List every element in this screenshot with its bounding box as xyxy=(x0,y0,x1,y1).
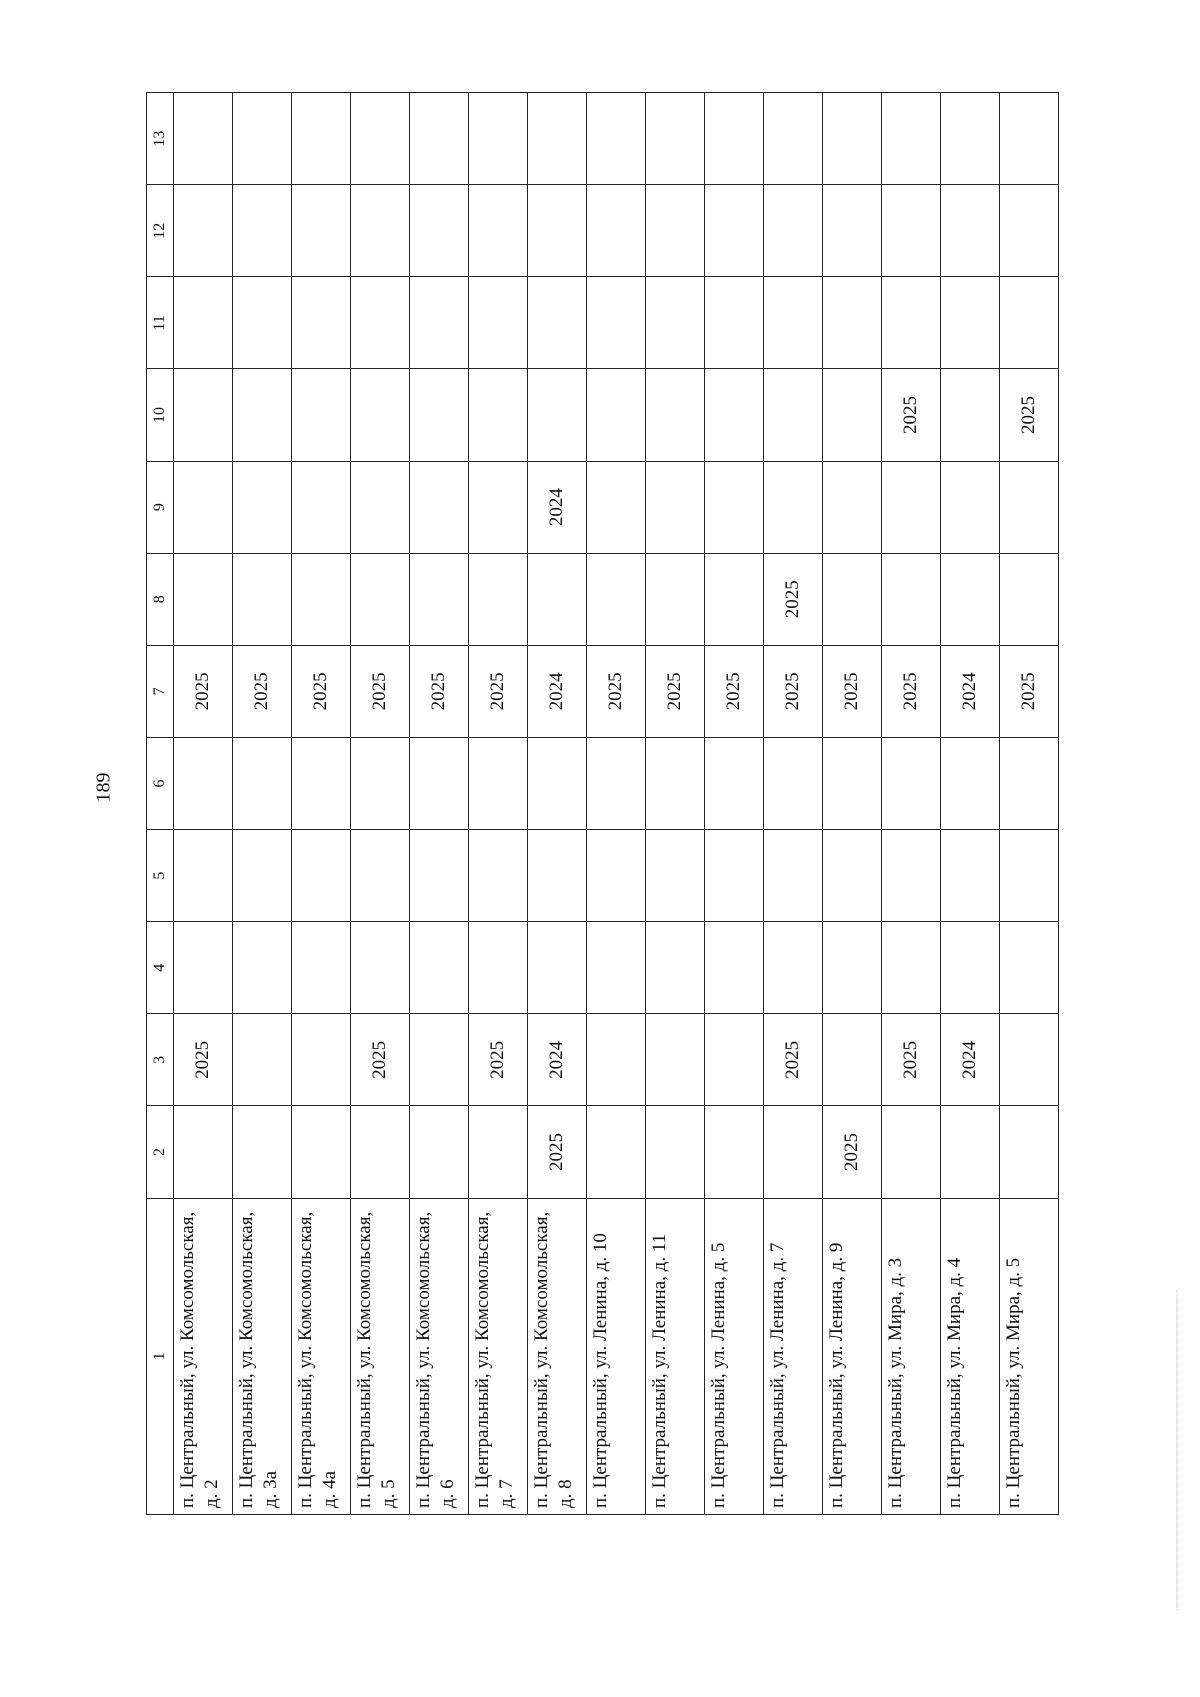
address-cell: п. Центральный, ул. Комсомольская, д. 8 xyxy=(528,1198,587,1514)
year-cell xyxy=(882,461,941,553)
year-cell xyxy=(410,737,469,829)
year-cell: 2025 xyxy=(1000,369,1059,461)
year-cell xyxy=(646,1106,705,1198)
year-cell xyxy=(705,369,764,461)
year-cell xyxy=(528,737,587,829)
column-header: 6 xyxy=(147,737,174,829)
year-cell xyxy=(174,185,233,277)
year-cell xyxy=(292,461,351,553)
year-cell: 2025 xyxy=(174,645,233,737)
year-cell xyxy=(587,1014,646,1106)
year-cell: 2025 xyxy=(174,1014,233,1106)
year-cell xyxy=(587,369,646,461)
year-cell xyxy=(174,922,233,1014)
address-cell: п. Центральный, ул. Ленина, д. 10 xyxy=(587,1198,646,1514)
year-cell xyxy=(233,830,292,922)
year-cell xyxy=(292,1014,351,1106)
table-row xyxy=(587,93,646,1515)
year-cell xyxy=(823,1014,882,1106)
year-cell xyxy=(469,1106,528,1198)
address-cell: п. Центральный, ул. Комсомольская, д. 4а xyxy=(292,1198,351,1514)
year-cell xyxy=(823,737,882,829)
year-cell xyxy=(410,830,469,922)
table-row xyxy=(941,93,1000,1515)
year-cell xyxy=(292,922,351,1014)
year-cell xyxy=(351,737,410,829)
year-cell: 2025 xyxy=(823,645,882,737)
table-body xyxy=(174,93,1059,1515)
year-cell: 2024 xyxy=(528,461,587,553)
table-row xyxy=(764,93,823,1515)
year-cell xyxy=(351,185,410,277)
address-cell: п. Центральный, ул. Ленина, д. 9 xyxy=(823,1198,882,1514)
year-cell xyxy=(410,1106,469,1198)
year-cell xyxy=(823,369,882,461)
year-cell: 2025 xyxy=(764,553,823,645)
scan-edge-mark xyxy=(1176,1290,1181,1610)
year-cell xyxy=(233,1106,292,1198)
address-cell: п. Центральный, ул. Ленина, д. 11 xyxy=(646,1198,705,1514)
year-cell xyxy=(410,1014,469,1106)
year-cell xyxy=(587,553,646,645)
year-cell: 2025 xyxy=(587,645,646,737)
year-cell: 2024 xyxy=(528,645,587,737)
year-cell xyxy=(469,93,528,185)
year-cell xyxy=(233,185,292,277)
year-cell: 2025 xyxy=(764,1014,823,1106)
table-header-row xyxy=(147,93,174,1515)
year-cell xyxy=(705,1014,764,1106)
year-cell xyxy=(174,830,233,922)
year-cell xyxy=(941,1106,1000,1198)
year-cell xyxy=(646,461,705,553)
year-cell xyxy=(764,369,823,461)
year-cell xyxy=(705,93,764,185)
year-cell xyxy=(351,922,410,1014)
year-cell xyxy=(233,461,292,553)
year-cell xyxy=(1000,1106,1059,1198)
year-cell xyxy=(292,553,351,645)
year-cell xyxy=(764,461,823,553)
year-cell xyxy=(705,737,764,829)
address-cell: п. Центральный, ул. Комсомольская, д. 3а xyxy=(233,1198,292,1514)
table-row xyxy=(174,93,233,1515)
year-cell xyxy=(941,553,1000,645)
year-cell xyxy=(1000,461,1059,553)
year-cell xyxy=(410,185,469,277)
year-cell: 2025 xyxy=(469,1014,528,1106)
year-cell xyxy=(705,922,764,1014)
year-cell xyxy=(882,830,941,922)
year-cell: 2025 xyxy=(882,369,941,461)
year-cell xyxy=(823,277,882,369)
year-cell xyxy=(882,553,941,645)
year-cell xyxy=(646,553,705,645)
year-cell xyxy=(941,369,1000,461)
year-cell xyxy=(823,922,882,1014)
column-header: 11 xyxy=(147,277,174,369)
year-cell xyxy=(764,922,823,1014)
year-cell xyxy=(528,93,587,185)
year-cell xyxy=(174,553,233,645)
year-cell xyxy=(646,369,705,461)
table-row xyxy=(646,93,705,1515)
year-cell xyxy=(587,830,646,922)
year-cell xyxy=(646,922,705,1014)
table-row xyxy=(1000,93,1059,1515)
year-cell xyxy=(587,922,646,1014)
year-cell xyxy=(410,922,469,1014)
year-cell xyxy=(174,93,233,185)
column-header: 4 xyxy=(147,922,174,1014)
table-row xyxy=(823,93,882,1515)
year-cell xyxy=(174,461,233,553)
year-cell xyxy=(646,277,705,369)
year-cell xyxy=(587,185,646,277)
year-cell xyxy=(351,93,410,185)
year-cell xyxy=(174,737,233,829)
year-cell: 2025 xyxy=(823,1106,882,1198)
year-cell xyxy=(351,1106,410,1198)
year-cell xyxy=(882,185,941,277)
column-header: 3 xyxy=(147,1014,174,1106)
year-cell xyxy=(528,830,587,922)
address-cell: п. Центральный, ул. Мира, д. 4 xyxy=(941,1198,1000,1514)
year-cell xyxy=(292,830,351,922)
year-cell xyxy=(469,922,528,1014)
year-cell xyxy=(823,93,882,185)
year-cell xyxy=(351,369,410,461)
year-cell xyxy=(410,553,469,645)
year-cell xyxy=(292,737,351,829)
year-cell xyxy=(823,185,882,277)
address-cell: п. Центральный, ул. Ленина, д. 5 xyxy=(705,1198,764,1514)
column-header: 13 xyxy=(147,93,174,185)
column-header: 12 xyxy=(147,185,174,277)
year-cell xyxy=(292,277,351,369)
year-cell xyxy=(705,461,764,553)
year-cell xyxy=(764,737,823,829)
year-cell xyxy=(587,93,646,185)
year-cell xyxy=(1000,553,1059,645)
year-cell xyxy=(233,369,292,461)
year-cell xyxy=(528,185,587,277)
year-cell xyxy=(410,277,469,369)
year-cell: 2025 xyxy=(528,1106,587,1198)
year-cell: 2025 xyxy=(1000,645,1059,737)
year-cell xyxy=(233,922,292,1014)
year-cell xyxy=(941,93,1000,185)
year-cell xyxy=(705,553,764,645)
year-cell xyxy=(174,369,233,461)
year-cell xyxy=(705,277,764,369)
table-row xyxy=(528,93,587,1515)
schedule-table xyxy=(146,92,1059,1515)
year-cell xyxy=(410,369,469,461)
table-row xyxy=(705,93,764,1515)
year-cell xyxy=(1000,922,1059,1014)
year-cell xyxy=(351,277,410,369)
column-header: 1 xyxy=(147,1198,174,1514)
address-cell: п. Центральный, ул. Мира, д. 3 xyxy=(882,1198,941,1514)
year-cell xyxy=(469,277,528,369)
year-cell xyxy=(941,461,1000,553)
year-cell: 2025 xyxy=(292,645,351,737)
year-cell: 2024 xyxy=(528,1014,587,1106)
year-cell xyxy=(882,737,941,829)
table-row xyxy=(410,93,469,1515)
year-cell xyxy=(469,830,528,922)
table-row xyxy=(233,93,292,1515)
year-cell xyxy=(764,830,823,922)
column-header: 10 xyxy=(147,369,174,461)
year-cell xyxy=(646,93,705,185)
year-cell xyxy=(941,277,1000,369)
year-cell xyxy=(764,277,823,369)
year-cell xyxy=(351,553,410,645)
year-cell xyxy=(882,922,941,1014)
table-row xyxy=(882,93,941,1515)
year-cell xyxy=(233,553,292,645)
table-row xyxy=(292,93,351,1515)
year-cell xyxy=(233,93,292,185)
year-cell xyxy=(292,369,351,461)
year-cell xyxy=(1000,1014,1059,1106)
year-cell xyxy=(882,1106,941,1198)
year-cell xyxy=(941,737,1000,829)
year-cell xyxy=(292,93,351,185)
year-cell xyxy=(587,1106,646,1198)
year-cell xyxy=(764,93,823,185)
address-cell: п. Центральный, ул. Комсомольская, д. 6 xyxy=(410,1198,469,1514)
year-cell xyxy=(351,461,410,553)
year-cell xyxy=(941,185,1000,277)
year-cell xyxy=(469,553,528,645)
year-cell xyxy=(882,93,941,185)
year-cell xyxy=(764,1106,823,1198)
year-cell xyxy=(1000,185,1059,277)
year-cell: 2025 xyxy=(882,1014,941,1106)
year-cell: 2025 xyxy=(351,1014,410,1106)
year-cell: 2025 xyxy=(705,645,764,737)
year-cell: 2025 xyxy=(469,645,528,737)
year-cell: 2024 xyxy=(941,1014,1000,1106)
year-cell xyxy=(528,922,587,1014)
year-cell xyxy=(469,461,528,553)
year-cell xyxy=(351,830,410,922)
year-cell xyxy=(292,1106,351,1198)
year-cell xyxy=(705,1106,764,1198)
year-cell xyxy=(705,830,764,922)
year-cell: 2025 xyxy=(410,645,469,737)
year-cell xyxy=(646,185,705,277)
column-header: 9 xyxy=(147,461,174,553)
year-cell xyxy=(1000,830,1059,922)
year-cell xyxy=(469,185,528,277)
year-cell xyxy=(410,461,469,553)
year-cell xyxy=(646,830,705,922)
column-header: 5 xyxy=(147,830,174,922)
table-row xyxy=(351,93,410,1515)
year-cell xyxy=(941,830,1000,922)
year-cell xyxy=(764,185,823,277)
year-cell xyxy=(823,830,882,922)
table-row xyxy=(469,93,528,1515)
year-cell xyxy=(587,737,646,829)
year-cell xyxy=(1000,737,1059,829)
year-cell xyxy=(174,277,233,369)
year-cell xyxy=(233,737,292,829)
year-cell: 2025 xyxy=(882,645,941,737)
year-cell xyxy=(528,553,587,645)
year-cell xyxy=(941,922,1000,1014)
page-number: 189 xyxy=(92,772,115,803)
address-cell: п. Центральный, ул. Комсомольская, д. 2 xyxy=(174,1198,233,1514)
year-cell xyxy=(823,553,882,645)
year-cell xyxy=(528,277,587,369)
year-cell: 2025 xyxy=(351,645,410,737)
column-header: 2 xyxy=(147,1106,174,1198)
column-header: 8 xyxy=(147,553,174,645)
year-cell xyxy=(233,277,292,369)
year-cell: 2025 xyxy=(764,645,823,737)
year-cell xyxy=(410,93,469,185)
year-cell xyxy=(1000,93,1059,185)
year-cell xyxy=(1000,277,1059,369)
year-cell xyxy=(882,277,941,369)
year-cell xyxy=(292,185,351,277)
year-cell: 2024 xyxy=(941,645,1000,737)
year-cell: 2025 xyxy=(233,645,292,737)
address-cell: п. Центральный, ул. Комсомольская, д. 5 xyxy=(351,1198,410,1514)
year-cell xyxy=(469,737,528,829)
year-cell xyxy=(646,737,705,829)
year-cell xyxy=(528,369,587,461)
year-cell xyxy=(174,1106,233,1198)
rotated-table-container xyxy=(146,92,1059,1515)
year-cell xyxy=(587,277,646,369)
year-cell xyxy=(587,461,646,553)
year-cell xyxy=(469,369,528,461)
year-cell xyxy=(705,185,764,277)
address-cell: п. Центральный, ул. Комсомольская, д. 7 xyxy=(469,1198,528,1514)
year-cell xyxy=(233,1014,292,1106)
year-cell: 2025 xyxy=(646,645,705,737)
year-cell xyxy=(646,1014,705,1106)
year-cell xyxy=(823,461,882,553)
address-cell: п. Центральный, ул. Ленина, д. 7 xyxy=(764,1198,823,1514)
address-cell: п. Центральный, ул. Мира, д. 5 xyxy=(1000,1198,1059,1514)
column-header: 7 xyxy=(147,645,174,737)
